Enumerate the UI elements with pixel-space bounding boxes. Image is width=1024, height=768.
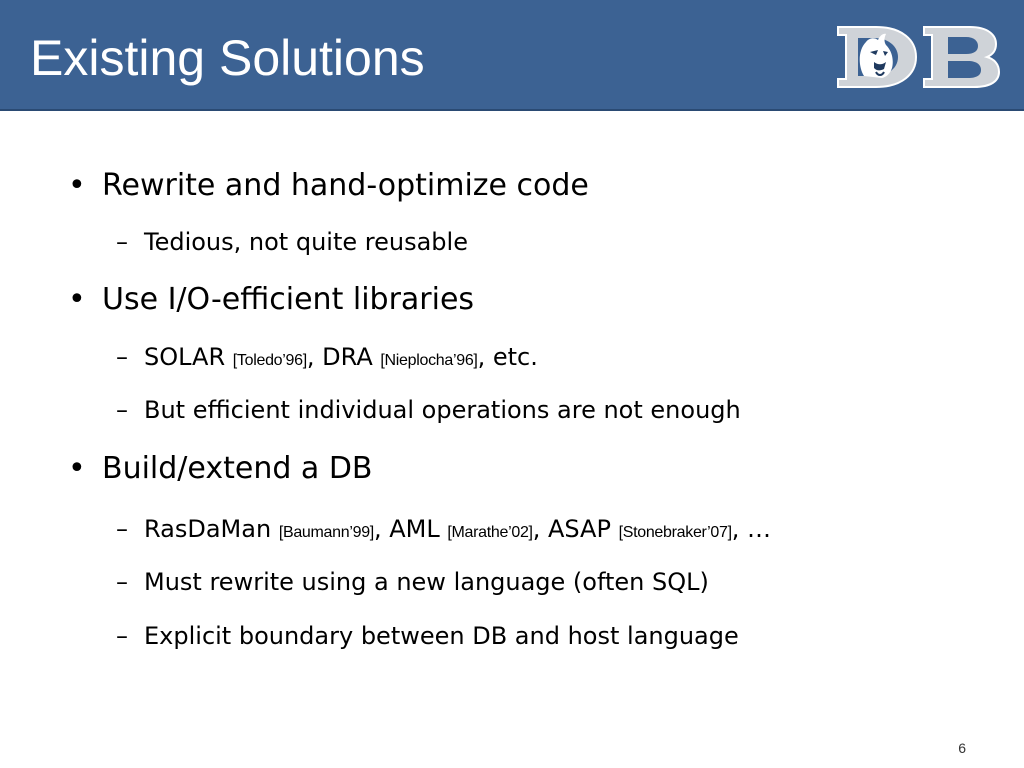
citation: [Nieplocha’96] [380,352,478,369]
bullet-text: Build/extend a DB [102,451,373,486]
citation: [Baumann’99] [278,524,374,541]
sub-bullet-item [116,514,771,548]
sub-bullet-text: Explicit boundary between DB and host language [144,622,739,650]
bullet-text: Rewrite and hand-optimize code [102,168,589,203]
slide-title: Existing Solutions [30,30,425,86]
sub-bullet-text: , AML [373,515,448,543]
page-number: 6 [958,740,966,756]
sub-bullet-text: But efficient individual operations are not enough [144,396,741,424]
bullet-marker: • [68,282,86,317]
sub-bullet-text: Tedious, not quite reusable [144,228,468,256]
sub-bullet-text: Must rewrite using a new language (often SQL) [144,568,709,596]
citation: [Marathe’02] [447,524,533,541]
bullet-marker: • [68,168,86,203]
sub-bullet-text: , ASAP [532,515,619,543]
sub-bullet-item [116,227,468,257]
sub-bullet-text: , … [731,515,772,543]
sub-bullet-text: , DRA [306,343,381,371]
sub-bullet-item [116,395,741,425]
dash-marker: – [116,515,128,543]
citation: [Stonebraker’07] [618,524,732,541]
dash-marker: – [116,396,128,424]
dash-marker: – [116,343,128,371]
dash-marker: – [116,568,128,596]
sub-bullet-item [116,567,709,597]
sub-bullet-item [116,621,739,651]
dash-marker: – [116,622,128,650]
sub-bullet-text: SOLAR [144,343,233,371]
sub-bullet-text: RasDaMan [144,515,279,543]
bullet-marker: • [68,451,86,486]
sub-bullet-item [116,342,538,376]
bullet-item [68,451,373,487]
bullet-text: Use I/O-efficient libraries [102,282,475,317]
sub-bullet-text: , etc. [477,343,538,371]
citation: [Toledo’96] [232,352,307,369]
bullet-item [68,168,589,204]
dash-marker: – [116,228,128,256]
bullet-item [68,282,474,318]
